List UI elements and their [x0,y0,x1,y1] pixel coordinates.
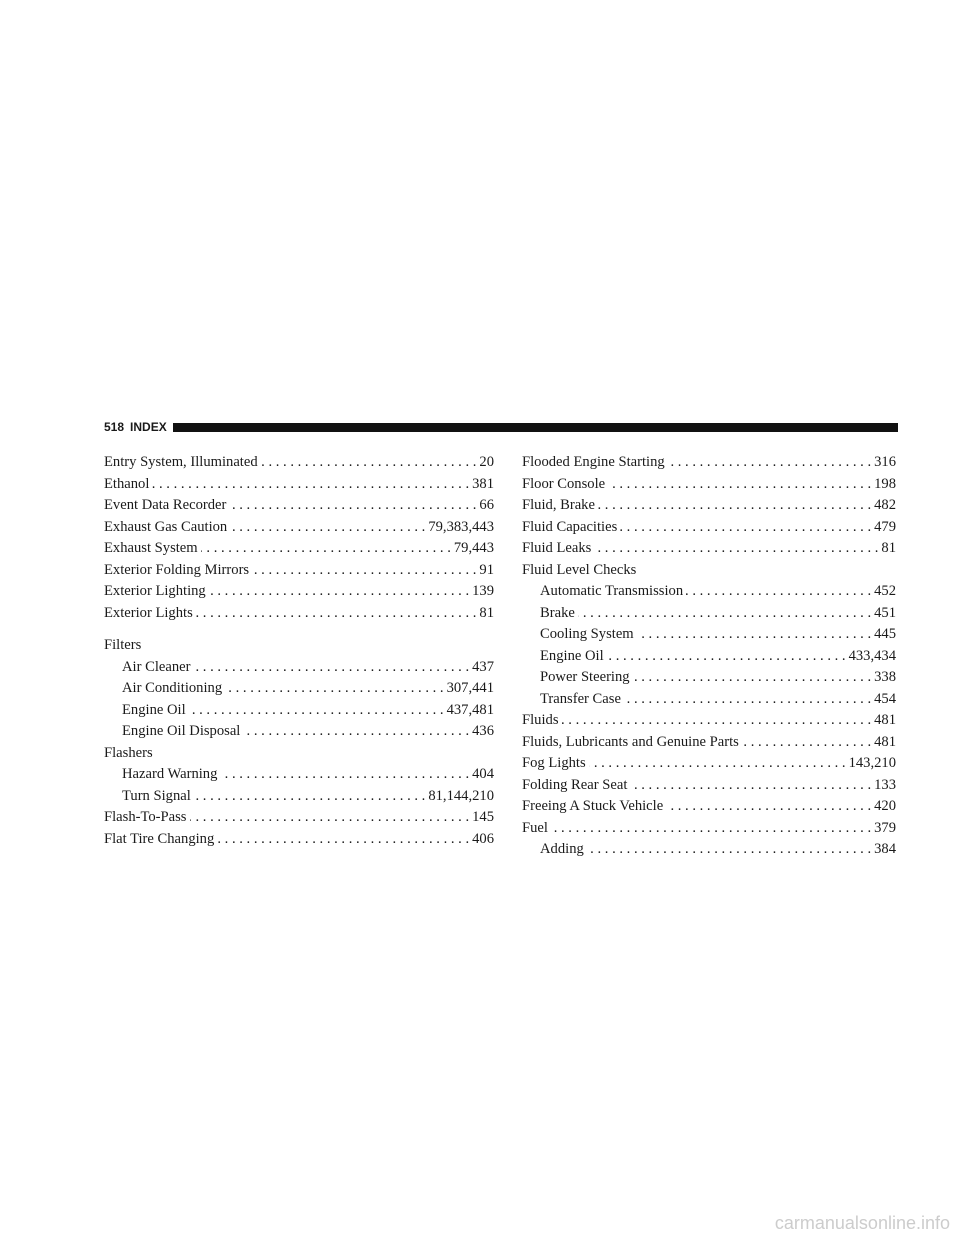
entry-label: Flash-To-Pass [104,809,187,825]
dot-leader [225,678,443,700]
dot-leader [243,721,469,743]
dot-leader [589,753,846,775]
entry-label: Exterior Lights [104,604,193,621]
index-subentry [104,700,494,722]
entry-page-number: 437,481 [446,701,494,718]
entry-page-number: 198 [874,475,896,492]
entry-label: Flooded Engine Starting [522,454,665,470]
index-entry [522,818,896,840]
index-subentry [522,667,896,689]
flashers-subentries [104,764,494,807]
entry-page-number: 437 [472,658,494,675]
entry-label: Turn Signal [122,787,191,804]
index-heading-filters: Filters [104,637,142,653]
entry-label: Floor Console [522,475,606,492]
right-top-entries [522,452,896,560]
index-entry [522,796,896,818]
entry-page-number: 316 [874,454,896,470]
watermark: carmanualsonline.info [774,1213,950,1233]
left-tail-entries [104,807,494,850]
entry-label: Exhaust Gas Caution [104,518,228,535]
index-entry [522,775,896,797]
index-subentry [522,581,896,603]
dot-leader [633,667,872,689]
entry-page-number: 307,441 [446,680,494,696]
index-subentry [104,721,494,743]
filters-subentries [104,657,494,743]
entry-label: Cooling System [540,626,634,642]
index-entry [522,495,896,517]
dot-leader [551,818,871,840]
dot-leader [152,474,469,496]
entry-label: Fluid Leaks [522,540,592,556]
entry-label: Brake [540,604,575,621]
entry-page-number: 81,144,210 [428,787,494,804]
dot-leader [230,517,425,539]
entry-label: Folding Rear Seat [522,776,628,793]
entry-label: Adding [540,841,584,857]
left-main-entries [104,452,494,624]
page-header [104,420,898,434]
index-heading-fluid-level-checks: Fluid Level Checks [522,561,637,578]
entry-label: Fuel [522,819,548,836]
dot-leader [220,764,469,786]
index-entry [104,603,494,625]
fuel-subentries [522,839,896,861]
index-entry [104,829,494,851]
index-subentry [522,839,896,861]
entry-page-number: 481 [874,733,896,750]
entry-label: Fluids [522,712,559,728]
entry-page-number: 481 [874,712,896,728]
fluid-level-checks-subentries [522,581,896,710]
section-title: INDEX [130,420,167,434]
entry-page-number: 433,434 [848,647,896,664]
entry-page-number: 66 [479,497,494,513]
dot-leader [190,807,470,829]
entry-label: Freeing A Stuck Vehicle [522,798,664,814]
dot-leader [620,517,871,539]
dot-leader [630,775,871,797]
dot-leader [189,700,444,722]
index-subentry [104,786,494,808]
dot-leader [217,829,469,851]
entry-label: Engine Oil [122,701,186,718]
entry-label: Fluid, Brake [522,497,595,513]
entry-page-number: 143,210 [848,755,896,771]
entry-page-number: 81 [479,604,494,621]
entry-label: Automatic Transmission [540,583,684,599]
header-rule [173,423,898,432]
entry-label: Fluid Capacities [522,518,618,535]
dot-leader [598,495,871,517]
index-subentry [522,689,896,711]
dot-leader [686,581,871,603]
entry-label: Exterior Lighting [104,583,206,599]
entry-label: Fluids, Lubricants and Genuine Parts [522,733,739,750]
entry-page-number: 420 [874,798,896,814]
dot-leader [252,560,476,582]
index-entry [104,807,494,829]
entry-label: Hazard Warning [122,766,218,782]
entry-page-number: 406 [472,830,494,847]
dot-leader [201,538,451,560]
dot-leader [196,603,477,625]
entry-page-number: 379 [874,819,896,836]
index-entry [104,495,494,517]
index-subentry [104,657,494,679]
entry-page-number: 338 [874,669,896,685]
entry-label: Air Conditioning [122,680,223,696]
index-entry [522,753,896,775]
index-entry [104,452,494,474]
dot-leader [193,657,469,679]
index-entry [104,538,494,560]
dot-leader [668,452,871,474]
index-column-left [104,452,494,850]
dot-leader [194,786,426,808]
entry-page-number: 482 [874,497,896,513]
index-entry [522,538,896,560]
entry-label: Entry System, Illuminated [104,454,258,470]
dot-leader [209,581,469,603]
index-subentry [522,624,896,646]
index-entry [104,560,494,582]
dot-leader [261,452,477,474]
dot-leader [607,646,846,668]
entry-label: Exterior Folding Mirrors [104,561,250,578]
dot-leader [594,538,878,560]
entry-page-number: 404 [472,766,494,782]
entry-page-number: 81 [881,540,896,556]
entry-page-number: 145 [472,809,494,825]
entry-label: Engine Oil [540,647,604,664]
entry-page-number: 436 [472,723,494,739]
dot-leader [608,474,871,496]
entry-page-number: 91 [479,561,494,578]
index-subentry [522,646,896,668]
dot-leader [666,796,871,818]
index-entry [522,517,896,539]
dot-leader [562,710,872,732]
entry-page-number: 20 [479,454,494,470]
index-entry [522,474,896,496]
entry-page-number: 381 [472,475,494,492]
entry-page-number: 79,443 [453,540,494,556]
entry-label: Ethanol [104,475,150,492]
entry-label: Power Steering [540,669,630,685]
entry-page-number: 139 [472,583,494,599]
index-entry [104,581,494,603]
dot-leader [587,839,871,861]
entry-page-number: 479 [874,518,896,535]
index-heading-flashers: Flashers [104,744,153,761]
index-entry [522,732,896,754]
index-entry [522,710,896,732]
entry-label: Fog Lights [522,755,586,771]
entry-label: Exhaust System [104,540,198,556]
index-subentry [522,603,896,625]
entry-label: Flat Tire Changing [104,830,215,847]
entry-page-number: 133 [874,776,896,793]
entry-page-number: 79,383,443 [428,518,494,535]
entry-page-number: 454 [874,690,896,707]
index-entry [104,474,494,496]
entry-page-number: 384 [874,841,896,857]
dot-leader [742,732,871,754]
dot-leader [229,495,476,517]
page-number: 518 [104,420,125,434]
index-column-right [522,452,896,861]
entry-label: Event Data Recorder [104,497,227,513]
index-subentry [104,678,494,700]
index-entry [104,517,494,539]
dot-leader [637,624,871,646]
right-mid-entries [522,710,896,839]
entry-page-number: 445 [874,626,896,642]
dot-leader [624,689,871,711]
index-entry [522,452,896,474]
entry-label: Transfer Case [540,690,621,707]
spacer [104,624,494,635]
entry-page-number: 452 [874,583,896,599]
entry-label: Air Cleaner [122,658,191,675]
index-subentry [104,764,494,786]
entry-label: Engine Oil Disposal [122,723,241,739]
dot-leader [578,603,871,625]
entry-page-number: 451 [874,604,896,621]
